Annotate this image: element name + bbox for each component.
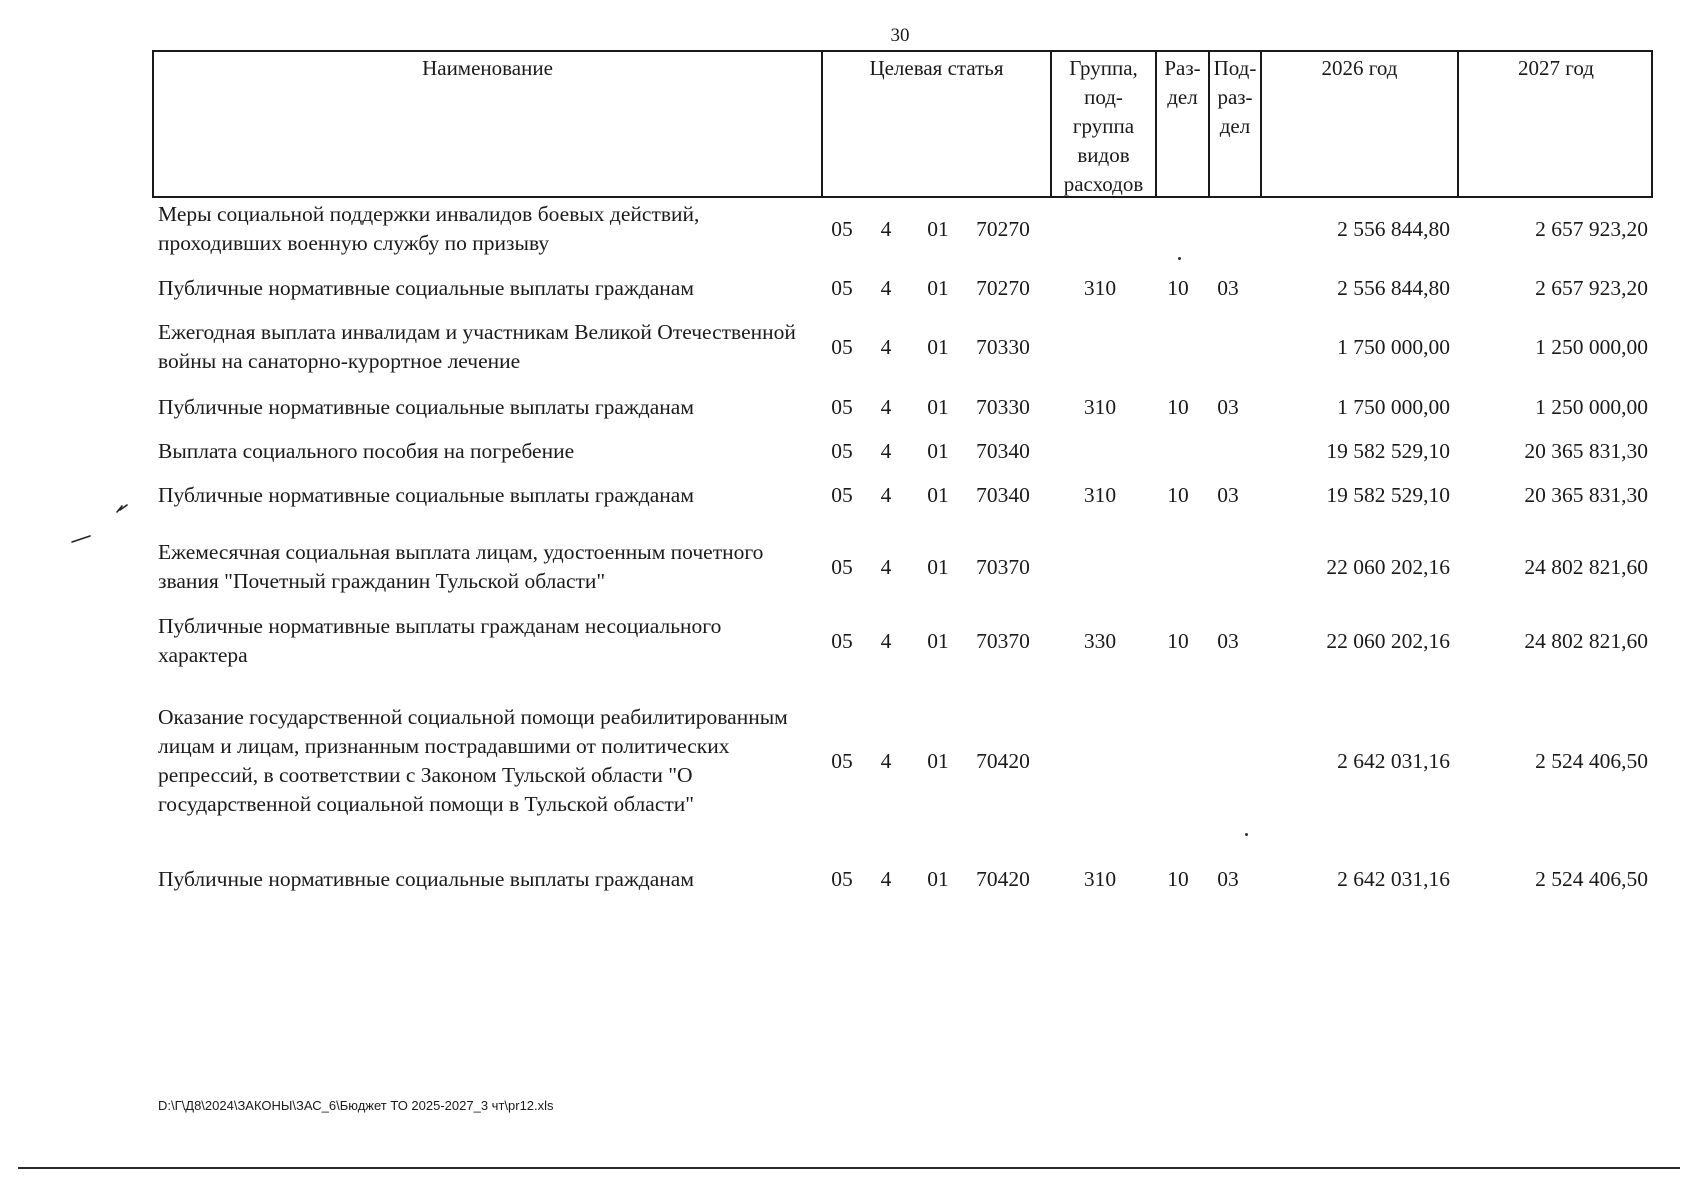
row-code-program: 05 [831, 216, 853, 241]
row-code-subprogram: 01 [927, 438, 949, 463]
row-amount-2027: 1 250 000,00 [1535, 394, 1648, 419]
header-year-2026: 2026 год [1260, 52, 1457, 196]
row-code-subprogram: 01 [927, 748, 949, 773]
header-subsection-line: Под- [1213, 56, 1257, 80]
row-subsection [1208, 436, 1248, 466]
row-code-type: 4 [880, 748, 892, 773]
row-code-program: 05 [831, 628, 853, 653]
row-code-type: 4 [880, 866, 892, 891]
row-expense-group: 310 [1083, 394, 1117, 419]
file-path-footer: D:\Г\Д8\2024\ЗАКОНЫ\ЗАС_6\Бюджет ТО 2025-2027_3 чт\pr12.xls [158, 1098, 554, 1113]
row-name: Публичные нормативные социальные выплаты гражданам [158, 275, 694, 300]
header-expense-group-line: Группа, [1069, 56, 1138, 80]
row-expense-group [1072, 200, 1128, 258]
row-name: Публичные нормативные выплаты гражданам несоциального характера [158, 614, 722, 667]
row-code-direction: 70330 [976, 334, 1030, 359]
row-section [1158, 538, 1198, 596]
table-row [0, 200, 1696, 258]
row-expense-group [1072, 538, 1128, 596]
row-amount-2026: 2 642 031,16 [1337, 866, 1450, 891]
row-amount-2027: 1 250 000,00 [1535, 334, 1648, 359]
row-amount-2027: 2 657 923,20 [1535, 216, 1648, 241]
header-target-article: Целевая статья [821, 52, 1050, 196]
row-section: 10 [1167, 482, 1189, 507]
row-expense-group: 310 [1083, 275, 1117, 300]
row-code-program: 05 [831, 748, 853, 773]
row-code-subprogram: 01 [927, 334, 949, 359]
row-code-direction: 70420 [976, 866, 1030, 891]
header-expense-group-line: расходов [1063, 172, 1144, 196]
row-amount-2026: 1 750 000,00 [1337, 334, 1450, 359]
header-year-2027: 2027 год [1457, 52, 1653, 196]
row-amount-2026: 2 556 844,80 [1337, 216, 1450, 241]
header-expense-group-line: видов [1077, 143, 1130, 167]
row-amount-2026: 2 556 844,80 [1337, 275, 1450, 300]
row-code-type: 4 [880, 334, 892, 359]
row-code-direction: 70420 [976, 748, 1030, 773]
row-name: Ежегодная выплата инвалидам и участникам Великой Отечественной войны на санаторно-курортное лечение [158, 320, 796, 373]
row-code-type: 4 [880, 438, 892, 463]
row-code-direction: 70270 [976, 216, 1030, 241]
row-name: Ежемесячная социальная выплата лицам, удостоенным почетного звания "Почетный гражданин Тульской области" [158, 540, 764, 593]
row-code-subprogram: 01 [927, 866, 949, 891]
row-code-type: 4 [880, 482, 892, 507]
row-name: Оказание государственной социальной помощи реабилитированным лицам и лицам, признанным пострадавшими от политических репрессий, в соответствии с Законом Тульской области "О государственной социальной помощи в Тульской области" [158, 705, 788, 816]
header-section-line: дел [1167, 85, 1198, 109]
row-expense-group: 310 [1083, 866, 1117, 891]
header-subsection [1208, 52, 1260, 196]
row-code-program: 05 [831, 866, 853, 891]
row-subsection: 03 [1217, 394, 1239, 419]
table-row [0, 864, 1696, 894]
row-subsection [1208, 538, 1248, 596]
bottom-rule [18, 1167, 1680, 1169]
row-code-subprogram: 01 [927, 482, 949, 507]
row-code-type: 4 [880, 554, 892, 579]
header-expense-group-line: под- [1084, 85, 1123, 109]
row-amount-2026: 1 750 000,00 [1337, 394, 1450, 419]
row-subsection [1208, 200, 1248, 258]
row-amount-2027: 2 657 923,20 [1535, 275, 1648, 300]
row-code-program: 05 [831, 482, 853, 507]
row-name: Публичные нормативные социальные выплаты гражданам [158, 394, 694, 419]
row-code-direction: 70340 [976, 438, 1030, 463]
table-header [152, 50, 1653, 198]
table-row [0, 538, 1696, 596]
table-row [0, 612, 1696, 670]
row-section [1158, 436, 1198, 466]
row-expense-group [1072, 436, 1128, 466]
row-expense-group: 310 [1083, 482, 1117, 507]
row-code-program: 05 [831, 554, 853, 579]
header-section [1155, 52, 1208, 196]
header-name: Наименование [422, 56, 553, 80]
row-code-program: 05 [831, 394, 853, 419]
row-code-direction: 70270 [976, 275, 1030, 300]
row-code-program: 05 [831, 275, 853, 300]
row-expense-group [1072, 688, 1128, 834]
row-amount-2026: 22 060 202,16 [1326, 628, 1450, 653]
table-row [0, 436, 1696, 466]
row-code-subprogram: 01 [927, 554, 949, 579]
row-subsection [1208, 318, 1248, 376]
row-code-program: 05 [831, 438, 853, 463]
header-expense-group-line: группа [1072, 114, 1135, 138]
row-section: 10 [1167, 394, 1189, 419]
row-amount-2027: 20 365 831,30 [1524, 482, 1648, 507]
row-code-subprogram: 01 [927, 394, 949, 419]
table-row [0, 318, 1696, 376]
row-amount-2027: 2 524 406,50 [1535, 748, 1648, 773]
row-subsection: 03 [1217, 866, 1239, 891]
table-row [0, 392, 1696, 422]
row-code-subprogram: 01 [927, 628, 949, 653]
row-name: Меры социальной поддержки инвалидов боевых действий, проходивших военную службу по призыву [158, 202, 700, 255]
row-code-direction: 70370 [976, 628, 1030, 653]
row-amount-2027: 20 365 831,30 [1524, 438, 1648, 463]
row-code-type: 4 [880, 275, 892, 300]
row-code-program: 05 [831, 334, 853, 359]
row-section [1158, 318, 1198, 376]
row-name: Публичные нормативные социальные выплаты гражданам [158, 482, 694, 507]
row-section: 10 [1167, 275, 1189, 300]
row-expense-group [1072, 318, 1128, 376]
row-section [1158, 200, 1198, 258]
row-code-direction: 70340 [976, 482, 1030, 507]
header-section-line: Раз- [1164, 56, 1201, 80]
row-name: Выплата социального пособия на погребение [158, 438, 575, 463]
row-amount-2027: 24 802 821,60 [1524, 554, 1648, 579]
row-amount-2027: 2 524 406,50 [1535, 866, 1648, 891]
row-subsection: 03 [1217, 482, 1239, 507]
table-row [0, 688, 1696, 834]
row-amount-2026: 2 642 031,16 [1337, 748, 1450, 773]
row-code-subprogram: 01 [927, 216, 949, 241]
row-amount-2026: 19 582 529,10 [1326, 482, 1450, 507]
row-amount-2027: 24 802 821,60 [1524, 628, 1648, 653]
row-subsection: 03 [1217, 275, 1239, 300]
row-amount-2026: 19 582 529,10 [1326, 438, 1450, 463]
row-section: 10 [1167, 866, 1189, 891]
row-section: 10 [1167, 628, 1189, 653]
row-code-subprogram: 01 [927, 275, 949, 300]
row-expense-group: 330 [1083, 628, 1117, 653]
scan-speck [1178, 257, 1181, 260]
row-name: Публичные нормативные социальные выплаты гражданам [158, 866, 694, 891]
header-subsection-line: дел [1219, 114, 1251, 138]
pen-mark-icon [70, 500, 130, 550]
row-amount-2026: 22 060 202,16 [1326, 554, 1450, 579]
row-code-direction: 70330 [976, 394, 1030, 419]
scan-speck [1245, 833, 1248, 836]
header-expense-group [1050, 52, 1155, 196]
row-code-type: 4 [880, 628, 892, 653]
row-code-direction: 70370 [976, 554, 1030, 579]
row-subsection [1208, 688, 1248, 834]
table-row [0, 480, 1696, 510]
header-subsection-line: раз- [1217, 85, 1253, 109]
row-code-type: 4 [880, 394, 892, 419]
table-row [0, 273, 1696, 303]
row-subsection: 03 [1217, 628, 1239, 653]
page-number: 30 [890, 25, 910, 46]
row-section [1158, 688, 1198, 834]
row-code-type: 4 [880, 216, 892, 241]
